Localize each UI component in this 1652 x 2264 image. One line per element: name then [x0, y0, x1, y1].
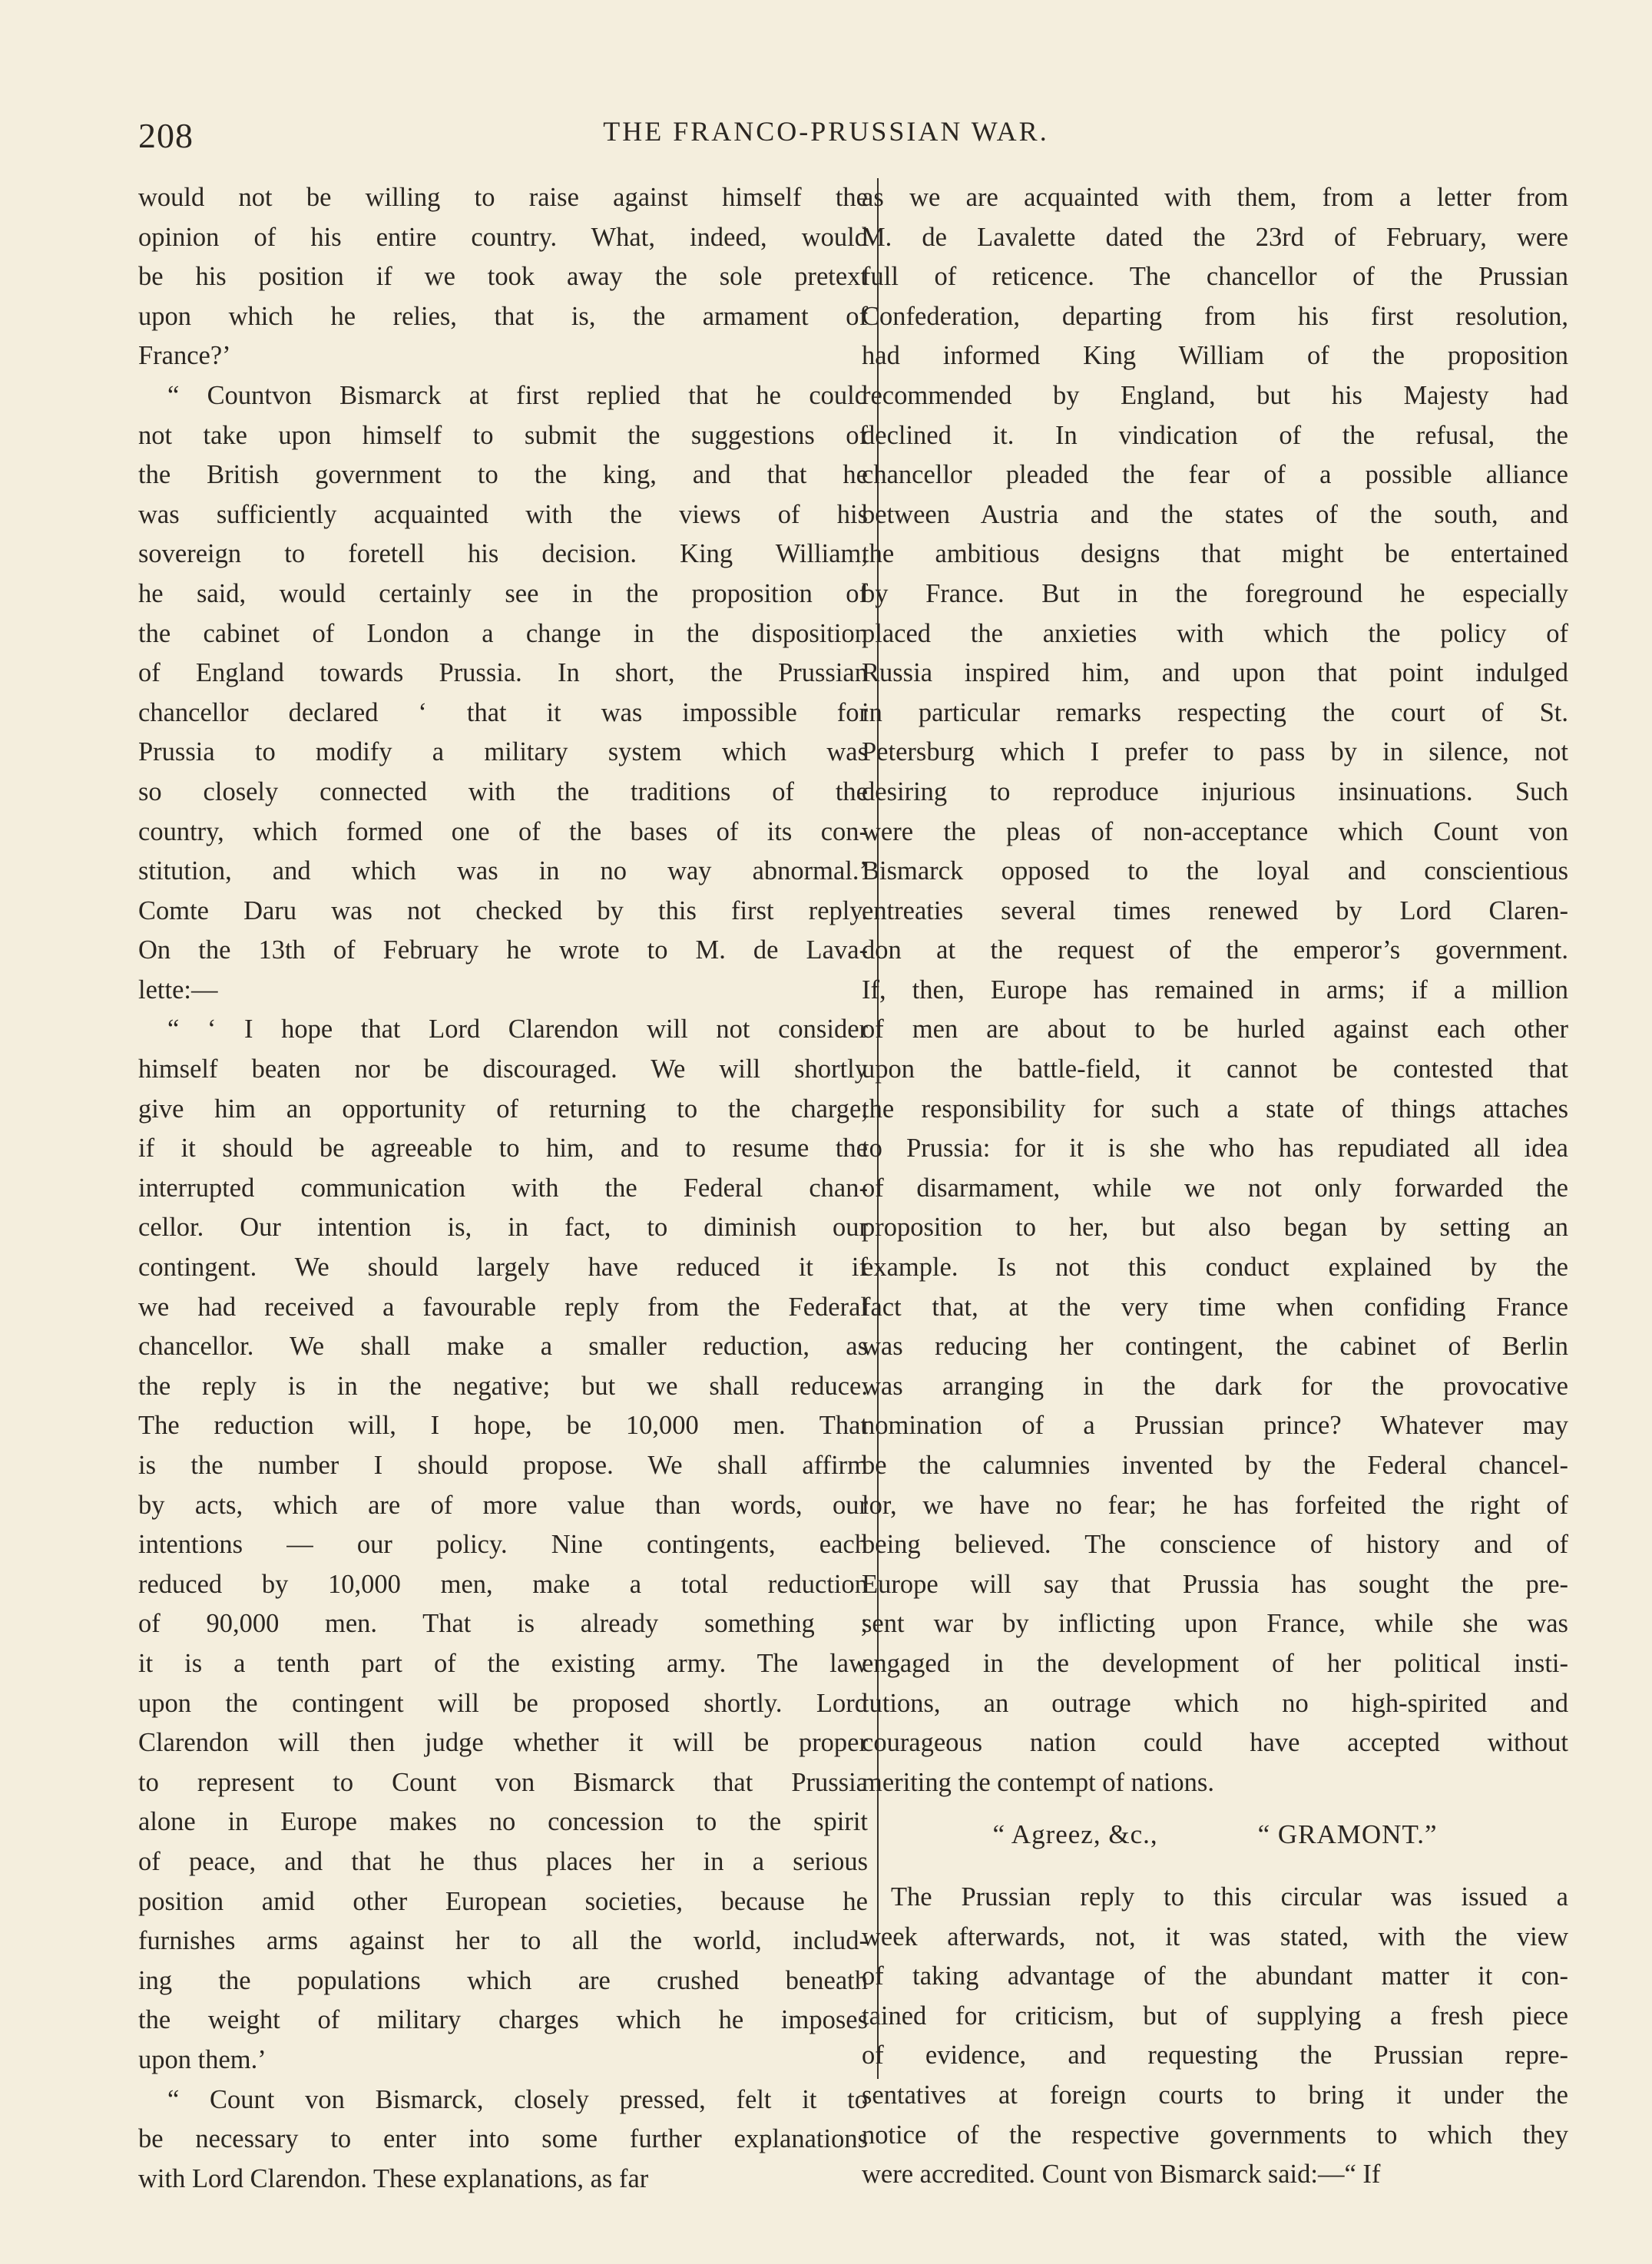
- text-line: the British government to the king, and that he: [138, 460, 868, 490]
- text-line: full of reticence. The chancellor of the Prussian: [862, 262, 1568, 292]
- text-line: If, then, Europe has remained in arms; if a million: [862, 975, 1568, 1005]
- page-number: 208: [138, 116, 194, 155]
- text-line: had informed King William of the proposition: [862, 341, 1568, 371]
- text-line: tutions, an outrage which no high-spirited and: [862, 1688, 1568, 1718]
- text-line: engaged in the development of her political insti-: [862, 1648, 1568, 1678]
- text-line: tained for criticism, but of supplying a fresh piece: [862, 2001, 1568, 2031]
- text-line: upon the contingent will be proposed shortly. Lord: [138, 1688, 868, 1718]
- text-line: of peace, and that he thus places her in a serious: [138, 1846, 868, 1876]
- text-line: upon the battle-field, it cannot be contested that: [862, 1054, 1568, 1084]
- text-line: being believed. The conscience of history and of: [862, 1530, 1568, 1560]
- text-line: of disarmament, while we not only forwarded the: [862, 1173, 1568, 1203]
- text-line: of England towards Prussia. In short, the Prussian: [138, 658, 868, 688]
- text-line: opinion of his entire country. What, indeed, would: [138, 222, 868, 252]
- text-line: sovereign to foretell his decision. King William,: [138, 539, 868, 569]
- text-line: in particular remarks respecting the court of St.: [862, 697, 1568, 727]
- text-line: be necessary to enter into some further explanations: [138, 2124, 868, 2154]
- text-line: lor, we have no fear; he has forfeited the right of: [862, 1490, 1568, 1520]
- text-line: Petersburg which I prefer to pass by in silence, not: [862, 737, 1568, 767]
- text-line: country, which formed one of the bases of its con-: [138, 816, 868, 846]
- text-line: by acts, which are of more value than words, our: [138, 1490, 868, 1520]
- text-line: not take upon himself to submit the suggestions of: [138, 420, 868, 450]
- text-line: reduced by 10,000 men, make a total reduction: [138, 1569, 868, 1599]
- text-line: furnishes arms against her to all the world, includ-: [138, 1926, 868, 1956]
- text-line: nomination of a Prussian prince? Whatever may: [862, 1411, 1568, 1441]
- text-line: be the calumnies invented by the Federal chancel-: [862, 1451, 1568, 1480]
- text-line: “ Countvon Bismarck at first replied that he could: [167, 380, 868, 410]
- text-line: were accredited. Count von Bismarck said:—“ If: [862, 2160, 1381, 2190]
- signature-line: [862, 1815, 1568, 1855]
- text-line: so closely connected with the traditions of the: [138, 776, 868, 806]
- text-line: would not be willing to raise against himself the: [138, 183, 868, 212]
- text-line: of 90,000 men. That is already something ;: [138, 1609, 868, 1639]
- text-line: recommended by England, but his Majesty had: [862, 380, 1568, 410]
- text-line: was reducing her contingent, the cabinet of Berlin: [862, 1332, 1568, 1362]
- text-line: the weight of military charges which he imposes: [138, 2005, 868, 2035]
- text-line: sent war by inflicting upon France, while she was: [862, 1609, 1568, 1639]
- text-line: example. Is not this conduct explained by the: [862, 1253, 1568, 1283]
- text-line: lette:—: [138, 975, 218, 1005]
- text-line: with Lord Clarendon. These explanations, as far: [138, 2163, 649, 2193]
- text-line: to Prussia: for it is she who has repudiated all idea: [862, 1134, 1568, 1163]
- signature-closing: “ Agreez, &c.,: [992, 1819, 1158, 1850]
- text-line: fact that, at the very time when confiding France: [862, 1292, 1568, 1322]
- text-line: upon them.’: [138, 2044, 267, 2074]
- right-column: [862, 178, 1568, 2195]
- text-line: position amid other European societies, because he: [138, 1886, 868, 1916]
- text-line: Clarendon will then judge whether it will be proper: [138, 1728, 868, 1758]
- text-line: desiring to reproduce injurious insinuations. Such: [862, 776, 1568, 806]
- text-line: On the 13th of February he wrote to M. de Lava-: [138, 935, 868, 965]
- text-line: week afterwards, not, it was stated, with the view: [862, 1921, 1568, 1951]
- text-line: of evidence, and requesting the Prussian repre-: [862, 2041, 1568, 2070]
- text-line: “ ‘ I hope that Lord Clarendon will not consider: [167, 1014, 868, 1044]
- text-line: were the pleas of non-acceptance which Count von: [862, 816, 1568, 846]
- text-line: the responsibility for such a state of things attaches: [862, 1094, 1568, 1124]
- text-line: Confederation, departing from his first resolution,: [862, 301, 1568, 331]
- text-line: as we are acquainted with them, from a letter from: [862, 183, 1568, 212]
- text-line: of taking advantage of the abundant matter it con-: [862, 1961, 1568, 1991]
- text-line: give him an opportunity of returning to the charge,: [138, 1094, 868, 1124]
- text-line: he said, would certainly see in the proposition of: [138, 578, 868, 608]
- text-line: the reply is in the negative; but we shall reduce.: [138, 1371, 868, 1401]
- text-line: by France. But in the foreground he especially: [862, 578, 1568, 608]
- text-line: ing the populations which are crushed beneath: [138, 1965, 868, 1995]
- following-paragraph: [862, 1878, 1568, 2195]
- text-line: France?’: [138, 341, 231, 371]
- text-line: intentions — our policy. Nine contingents, each: [138, 1530, 868, 1560]
- left-column: [138, 178, 868, 2199]
- text-line: chancellor declared ‘ that it was impossible for: [138, 697, 868, 727]
- text-line: placed the anxieties with which the policy of: [862, 618, 1568, 648]
- text-line: if it should be agreeable to him, and to resume the: [138, 1134, 868, 1163]
- signature-name: “ GRAMONT.”: [1257, 1819, 1438, 1850]
- text-line: was sufficiently acquainted with the views of his: [138, 499, 868, 529]
- text-line: chancellor pleaded the fear of a possible alliance: [862, 460, 1568, 490]
- text-line: the ambitious designs that might be entertained: [862, 539, 1568, 569]
- text-line: sentatives at foreign courts to bring it under the: [862, 2080, 1568, 2110]
- text-line: himself beaten nor be discouraged. We will shortly: [138, 1054, 868, 1084]
- text-line: notice of the respective governments to which they: [862, 2120, 1568, 2150]
- text-line: cellor. Our intention is, in fact, to diminish our: [138, 1213, 868, 1243]
- running-title: THE FRANCO-PRUSSIAN WAR.: [603, 116, 1049, 147]
- text-line: is the number I should propose. We shall affirm: [138, 1451, 868, 1480]
- text-line: was arranging in the dark for the provocative: [862, 1371, 1568, 1401]
- text-line: alone in Europe makes no concession to the spirit: [138, 1807, 868, 1837]
- text-line: we had received a favourable reply from the Federal: [138, 1292, 868, 1322]
- text-line: it is a tenth part of the existing army. The law: [138, 1648, 868, 1678]
- text-line: Prussia to modify a military system which was: [138, 737, 868, 767]
- text-line: chancellor. We shall make a smaller reduction, as: [138, 1332, 868, 1362]
- text-line: declined it. In vindication of the refusal, the: [862, 420, 1568, 450]
- text-line: courageous nation could have accepted without: [862, 1728, 1568, 1758]
- text-line: proposition to her, but also began by setting an: [862, 1213, 1568, 1243]
- text-line: of men are about to be hurled against each other: [862, 1014, 1568, 1044]
- text-line: Russia inspired him, and upon that point indulged: [862, 658, 1568, 688]
- text-line: meriting the contempt of nations.: [862, 1767, 1214, 1797]
- text-line: be his position if we took away the sole pretext: [138, 262, 868, 292]
- text-line: The Prussian reply to this circular was issued a: [890, 1882, 1568, 1911]
- right-column-text: [862, 178, 1568, 1802]
- text-line: stitution, and which was in no way abnormal.’: [138, 856, 868, 886]
- text-line: interrupted communication with the Federal chan-: [138, 1173, 868, 1203]
- text-line: entreaties several times renewed by Lord Claren-: [862, 895, 1568, 925]
- text-line: Comte Daru was not checked by this first reply.: [138, 895, 868, 925]
- text-line: to represent to Count von Bismarck that Prussia: [138, 1767, 868, 1797]
- text-line: Europe will say that Prussia has sought the pre-: [862, 1569, 1568, 1599]
- text-line: contingent. We should largely have reduced it if: [138, 1253, 868, 1283]
- text-line: between Austria and the states of the south, and: [862, 499, 1568, 529]
- text-line: upon which he relies, that is, the armament of: [138, 301, 868, 331]
- text-line: The reduction will, I hope, be 10,000 men. That: [138, 1411, 868, 1441]
- text-line: Bismarck opposed to the loyal and conscientious: [862, 856, 1568, 886]
- text-line: the cabinet of London a change in the disposition: [138, 618, 868, 648]
- text-line: M. de Lavalette dated the 23rd of February, were: [862, 222, 1568, 252]
- text-line: don at the request of the emperor’s government.: [862, 935, 1568, 965]
- text-line: “ Count von Bismarck, closely pressed, felt it to: [167, 2084, 868, 2114]
